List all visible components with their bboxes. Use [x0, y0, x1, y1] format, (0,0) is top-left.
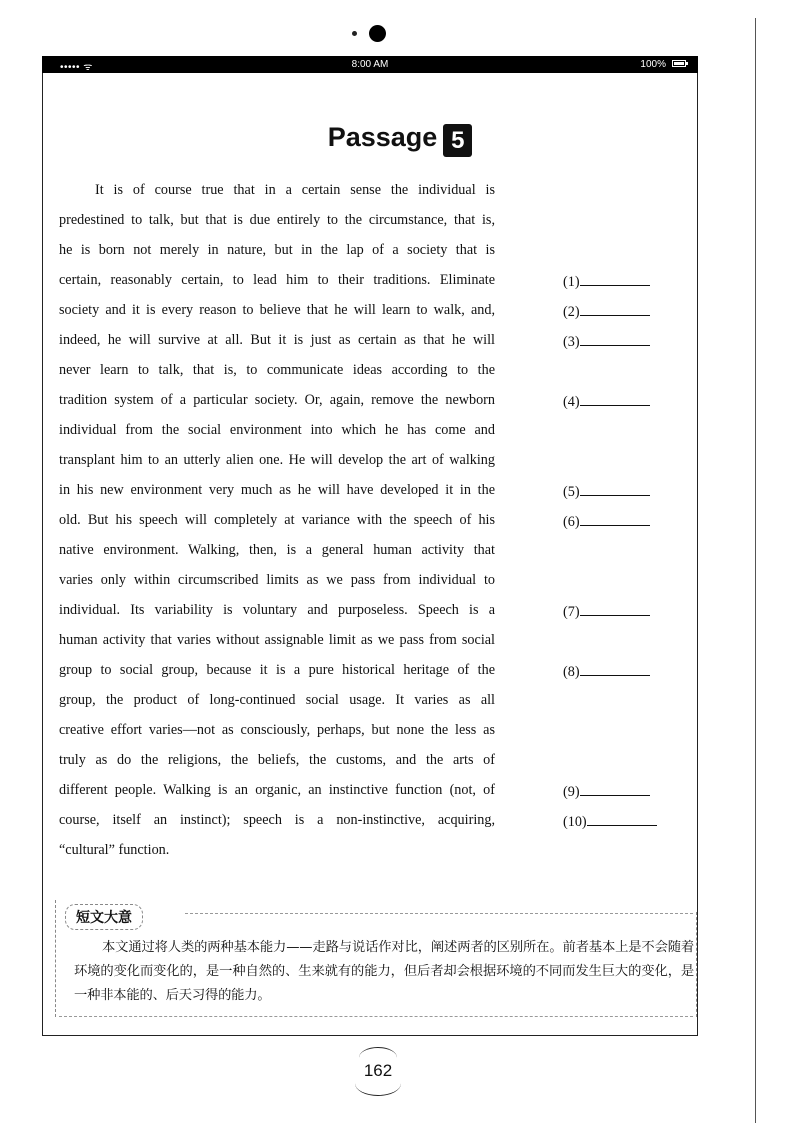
passage-line: human activity that varies without assignable limit as we pass from social [59, 632, 495, 648]
passage-title [0, 122, 800, 157]
answer-blank-7[interactable]: (7) [563, 602, 650, 621]
passage-line: truly as do the religions, the beliefs, the customs, and the arts of [59, 752, 495, 768]
passage-line: tradition system of a particular society. Or, again, remove the newborn [59, 392, 495, 408]
passage-line: never learn to talk, that is, to communicate ideas according to the [59, 362, 495, 378]
right-edge-rule [755, 18, 756, 1123]
passage-line: course, itself an instinct); speech is a non-instinctive, acquiring, [59, 812, 495, 828]
answer-blank-5[interactable]: (5) [563, 482, 650, 501]
passage-line: indeed, he will survive at all. But it is just as certain as that he will [59, 332, 495, 348]
passage-title-text: Passage [327, 122, 438, 152]
camera-dot-small [352, 31, 357, 36]
answer-blank-8[interactable]: (8) [563, 662, 650, 681]
answer-blank-4[interactable]: (4) [563, 392, 650, 411]
passage-line: individual from the social environment into which he has come and [59, 422, 495, 438]
summary-box [55, 900, 697, 1020]
passage-number-badge: 5 [443, 124, 472, 157]
page-number-text: 162 [363, 1061, 393, 1080]
passage-line: in his new environment very much as he will have developed it in the [59, 482, 495, 498]
passage-line: society and it is every reason to believe that he will learn to walk, and, [59, 302, 495, 318]
passage-line: transplant him to an utterly alien one. He will develop the art of walking [59, 452, 495, 468]
battery-percent: 100% [640, 59, 666, 70]
passage-line: It is of course true that in a certain sense the individual is [95, 182, 495, 198]
passage-line: “cultural” function. [59, 842, 170, 858]
passage-line: varies only within circumscribed limits as we pass from individual to [59, 572, 495, 588]
summary-text: 本文通过将人类的两种基本能力——走路与说话作对比，阐述两者的区别所在。前者基本上是不会随着环境的变化而变化的，是一种自然的、生来就有的能力，但后者却会根据环境的不同而发生巨大的变化，是一种非本能的、后天习得的能力。 [74, 940, 694, 1003]
passage-line: old. But his speech will completely at variance with the speech of his [59, 512, 495, 528]
passage-line: individual. Its variability is voluntary and purposeless. Speech is a [59, 602, 495, 618]
passage-line: native environment. Walking, then, is a general human activity that [59, 542, 495, 558]
signal-wifi-icon: ••••• ᯤ [60, 62, 93, 73]
status-bar [42, 56, 698, 73]
camera-dot [369, 25, 386, 42]
passage-line: group to social group, because it is a pure historical heritage of the [59, 662, 495, 678]
answer-blank-1[interactable]: (1) [563, 272, 650, 291]
passage-line: certain, reasonably certain, to lead him to their traditions. Eliminate [59, 272, 495, 288]
passage-line: predestined to talk, but that is due entirely to the circumstance, that is, [59, 212, 495, 228]
passage-line: he is born not merely in nature, but in the lap of a society that is [59, 242, 495, 258]
passage-line: creative effort varies—not as consciously, perhaps, but none the less as [59, 722, 495, 738]
answer-blank-6[interactable]: (6) [563, 512, 650, 531]
passage-line: group, the product of long-continued social usage. It varies as all [59, 692, 495, 708]
summary-label: 短文大意 [65, 904, 143, 930]
battery-icon [672, 60, 686, 67]
answer-blank-2[interactable]: (2) [563, 302, 650, 321]
answer-blank-9[interactable]: (9) [563, 782, 650, 801]
answer-blank-10[interactable]: (10) [563, 812, 657, 831]
passage-line: different people. Walking is an organic, an instinctive function (not, of [59, 782, 495, 798]
status-time: 8:00 AM [351, 59, 389, 70]
page-number [351, 1047, 405, 1097]
answer-blank-3[interactable]: (3) [563, 332, 650, 351]
